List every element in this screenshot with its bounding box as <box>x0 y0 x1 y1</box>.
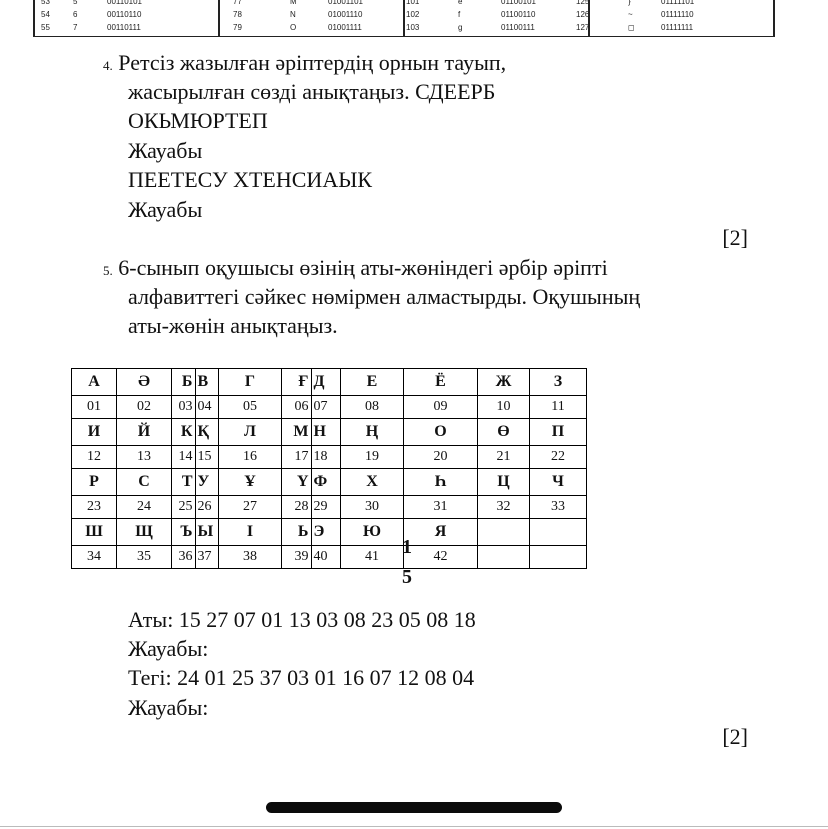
q4-number: 4. <box>103 58 113 73</box>
alphabet-number-row: 23 24 25 26 27 28 29 30 31 32 33 <box>72 496 628 519</box>
q5-line3: аты-жөнін анықтаңыз. <box>128 313 338 338</box>
ascii-row: 55 7 00110111 79 O 01001111 103 g 01100111 127 ◻ 01111111 <box>41 23 694 32</box>
alphabet-letter-row: Ш Щ Ъ Ы І Ь Э Ю Я <box>72 519 628 546</box>
alphabet-number-row: 12 13 14 15 16 17 18 19 20 21 22 <box>72 446 628 469</box>
q4-answer2: Жауабы <box>128 197 203 222</box>
alphabet-table <box>71 368 628 569</box>
ascii-table-fragment <box>33 0 775 37</box>
bottom-divider <box>0 826 828 827</box>
surname-answer: Жауабы: <box>128 695 209 720</box>
name-answer: Жауабы: <box>128 636 209 661</box>
q4-line2: жасырылған сөзді анықтаңыз. СДЕЕРБ <box>128 79 496 104</box>
surname-code: Тегі: 24 01 25 37 03 01 16 07 12 08 04 <box>128 665 475 690</box>
home-indicator[interactable] <box>266 802 562 813</box>
page-number-top: 1 <box>402 536 412 558</box>
alphabet-letter-row: И Й К Қ Л М Н Ң О Ө П <box>72 419 628 446</box>
alphabet-number-row: 01 02 03 04 05 06 07 08 09 10 11 <box>72 396 628 419</box>
alphabet-number-row: 34 35 36 37 38 39 40 41 42 <box>72 546 628 569</box>
ascii-row: 54 6 00110110 78 N 01001110 102 f 01100110 126 ~ 01111110 <box>41 10 694 19</box>
q5-line2: алфавиттегі сәйкес нөмірмен алмастырды. Оқушының <box>128 284 641 309</box>
page-number-bottom: 5 <box>402 566 412 588</box>
ascii-row: 53 5 00110101 77 M 01001101 101 e 01100101 125 } 01111101 <box>41 0 695 6</box>
q4-word2: ПЕЕТЕСУ ХТЕНСИАЫК <box>128 167 373 192</box>
q5-line1: 5. 6-сынып оқушысы өзінің аты-жөніндегі әрбір әріпті <box>103 255 608 280</box>
q4-word1: ОКЬМЮРТЕП <box>128 108 268 133</box>
q4-line1: 4. Ретсіз жазылған әріптердің орнын тауып, <box>103 50 507 75</box>
alphabet-letter-row: А Ә Б В Г Ғ Д Е Ё Ж З <box>72 369 628 396</box>
q5-mark: [2] <box>722 724 748 749</box>
q4-mark: [2] <box>722 225 748 250</box>
q4-answer1: Жауабы <box>128 138 203 163</box>
name-code: Аты: 15 27 07 01 13 03 08 23 05 08 18 <box>128 607 476 632</box>
alphabet-letter-row: Р С Т У Ұ Ү Ф Х Һ Ц Ч <box>72 469 628 496</box>
q5-number: 5. <box>103 263 113 278</box>
